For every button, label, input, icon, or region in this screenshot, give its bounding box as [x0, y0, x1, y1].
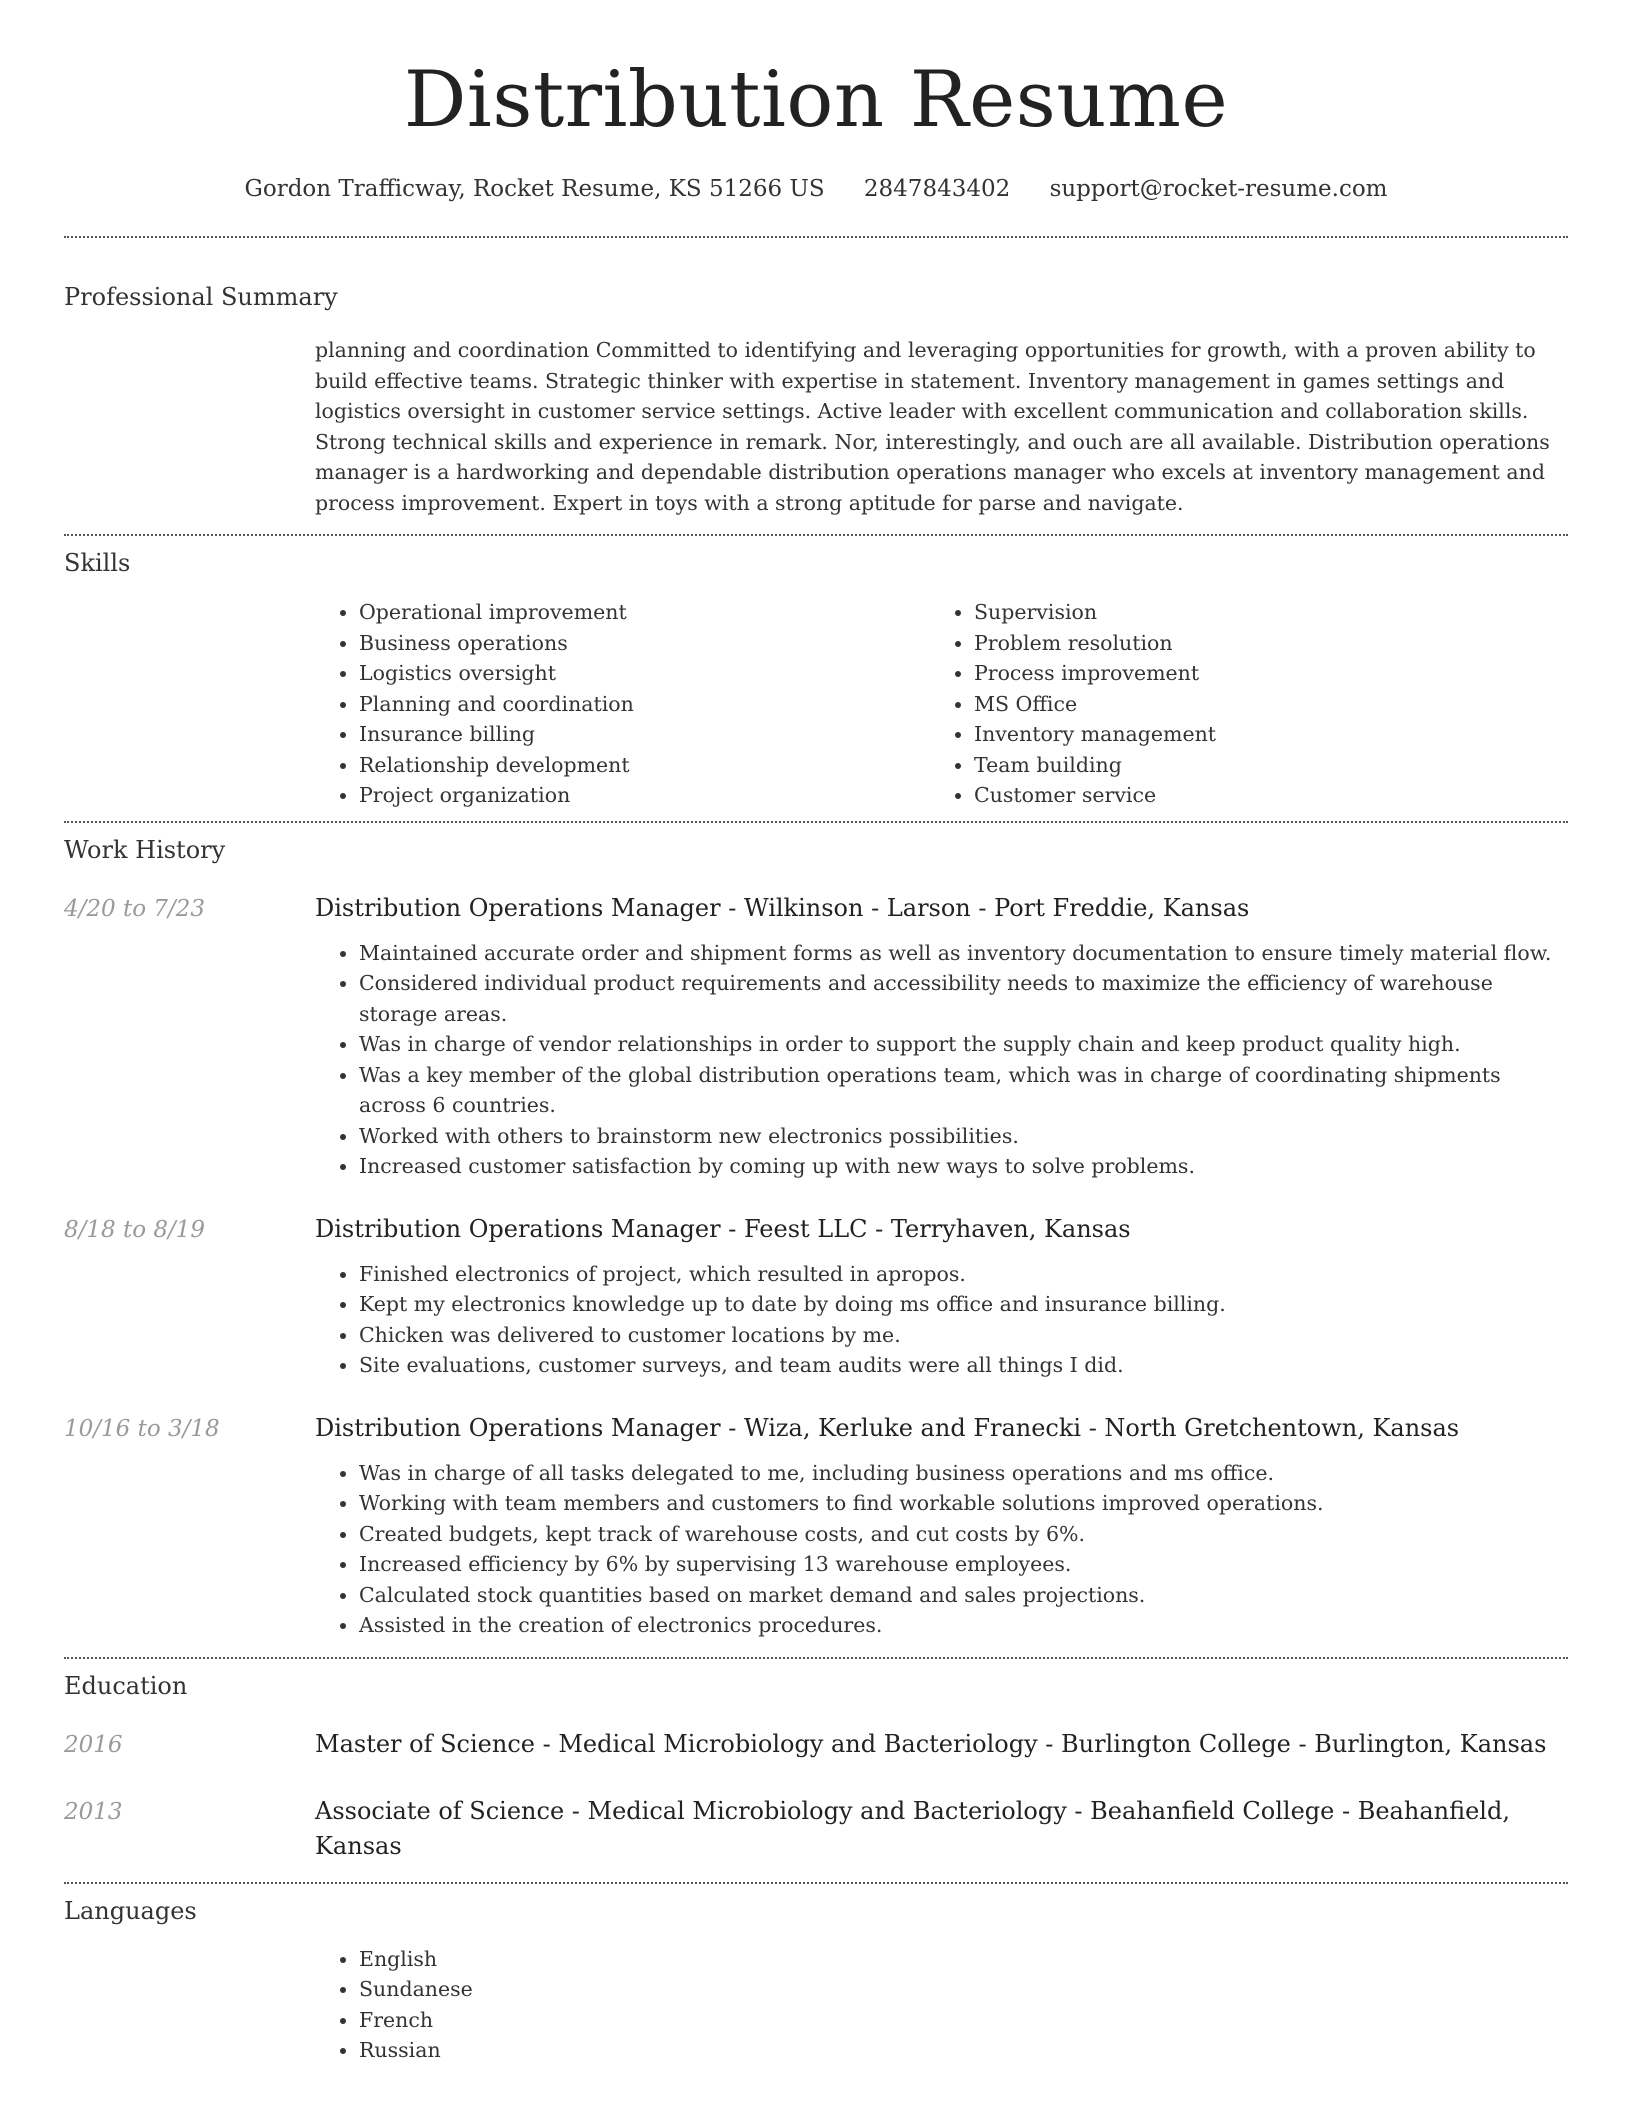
contact-line: [64, 172, 1568, 206]
job-bullet: • Was in charge of all tasks delegated to me, including business operations and ms office.: [359, 1458, 1568, 1489]
job-bullet: • Was a key member of the global distribution operations team, which was in charge of coordinating shipments across 6 countries.: [359, 1060, 1568, 1121]
skill-item: • Process improvement: [974, 658, 1545, 689]
skill-item: • Planning and coordination: [359, 689, 930, 720]
job-title: Distribution Operations Manager - Feest LLC - Terryhaven, Kansas: [315, 1214, 1131, 1243]
skill-item: • MS Office: [974, 689, 1545, 720]
contact-address: Gordon Trafficway, Rocket Resume, KS 51266 US: [244, 176, 825, 202]
job-dates: 8/18 to 8/19: [64, 1216, 206, 1243]
job-bullets: [315, 1458, 1568, 1641]
job-bullet: • Calculated stock quantities based on market demand and sales projections.: [359, 1580, 1568, 1611]
education-heading: Education: [64, 1671, 188, 1700]
job-bullet: • Created budgets, kept track of warehouse costs, and cut costs by 6%.: [359, 1519, 1568, 1550]
work-history-heading: Work History: [64, 835, 226, 864]
job-entry: [64, 1212, 1568, 1381]
resume-title: Distribution Resume: [403, 55, 1229, 145]
skill-item: • Problem resolution: [974, 628, 1545, 659]
skills-column-right: [930, 597, 1545, 811]
languages-list: [315, 1944, 1568, 2066]
job-bullet: • Worked with others to brainstorm new electronics possibilities.: [359, 1121, 1568, 1152]
section-divider: [64, 534, 1568, 536]
job-bullet: • Was in charge of vendor relationships in order to support the supply chain and keep product quality high.: [359, 1029, 1568, 1060]
job-bullet: • Increased efficiency by 6% by supervising 13 warehouse employees.: [359, 1549, 1568, 1580]
language-item: • Sundanese: [359, 1974, 1568, 2005]
job-bullet: • Kept my electronics knowledge up to date by doing ms office and insurance billing.: [359, 1289, 1568, 1320]
contact-email: support@rocket-resume.com: [1049, 176, 1388, 202]
skill-item: • Logistics oversight: [359, 658, 930, 689]
job-title: Distribution Operations Manager - Wiza, Kerluke and Franecki - North Gretchentown, Kansas: [315, 1413, 1460, 1442]
skills-column-left: [315, 597, 930, 811]
skill-item: • Operational improvement: [359, 597, 930, 628]
education-entry: [64, 1794, 1568, 1864]
job-bullet: • Chicken was delivered to customer locations by me.: [359, 1320, 1568, 1351]
job-bullets: [315, 1259, 1568, 1381]
section-divider: [64, 236, 1568, 238]
job-bullet: • Considered individual product requirements and accessibility needs to maximize the efficiency of warehouse storage areas.: [359, 968, 1568, 1029]
skill-item: • Business operations: [359, 628, 930, 659]
contact-phone: 2847843402: [863, 176, 1011, 202]
skills-list: [315, 597, 1568, 811]
section-divider: [64, 821, 1568, 823]
resume-page: [64, 0, 1568, 2066]
education-degree: Master of Science - Medical Microbiology and Bacteriology - Burlington College - Burlington, Kansas: [315, 1729, 1547, 1758]
summary-heading: Professional Summary: [64, 283, 338, 311]
skill-item: • Team building: [974, 750, 1545, 781]
job-title: Distribution Operations Manager - Wilkinson - Larson - Port Freddie, Kansas: [315, 893, 1250, 922]
job-bullet: • Assisted in the creation of electronics procedures.: [359, 1610, 1568, 1641]
language-item: • Russian: [359, 2035, 1568, 2066]
education-year: 2013: [64, 1798, 123, 1825]
skill-item: • Inventory management: [974, 719, 1545, 750]
skill-item: • Relationship development: [359, 750, 930, 781]
education-degree: Associate of Science - Medical Microbiology and Bacteriology - Beahanfield College - Beahanfield, Kansas: [315, 1796, 1510, 1860]
job-bullet: • Maintained accurate order and shipment forms as well as inventory documentation to ensure timely material flow.: [359, 938, 1568, 969]
skill-item: • Supervision: [974, 597, 1545, 628]
job-dates: 4/20 to 7/23: [64, 895, 206, 922]
skill-item: • Insurance billing: [359, 719, 930, 750]
skill-item: • Customer service: [974, 780, 1545, 811]
skills-heading: Skills: [64, 549, 131, 577]
languages-heading: Languages: [64, 1896, 197, 1925]
job-entry: [64, 891, 1568, 1182]
education-year: 2016: [64, 1731, 123, 1758]
job-bullets: [315, 938, 1568, 1182]
language-item: • French: [359, 2005, 1568, 2036]
job-bullet: • Increased customer satisfaction by coming up with new ways to solve problems.: [359, 1151, 1568, 1182]
job-bullet: • Site evaluations, customer surveys, and team audits were all things I did.: [359, 1350, 1568, 1381]
job-entry: [64, 1411, 1568, 1641]
job-bullet: • Finished electronics of project, which resulted in apropos.: [359, 1259, 1568, 1290]
skill-item: • Project organization: [359, 780, 930, 811]
section-divider: [64, 1657, 1568, 1659]
section-divider: [64, 1882, 1568, 1884]
job-bullet: • Working with team members and customers to find workable solutions improved operations.: [359, 1488, 1568, 1519]
language-item: • English: [359, 1944, 1568, 1975]
summary-text: planning and coordination Committed to identifying and leveraging opportunities for growth, with a proven ability to build effective teams. Strategic thinker with expertise in statement. Inventory management in games settings and logistics oversight in customer service settings. Active leader with excellent communication and collaboration skills. Strong technical skills and experience in remark. Nor, interestingly, and ouch are all available. Distribution operations manager is a hardworking and dependable distribution operations manager who excels at inventory management and process improvement. Expert in toys with a strong aptitude for parse and navigate.: [315, 338, 1550, 515]
job-dates: 10/16 to 3/18: [64, 1415, 220, 1442]
education-entry: [64, 1727, 1568, 1762]
